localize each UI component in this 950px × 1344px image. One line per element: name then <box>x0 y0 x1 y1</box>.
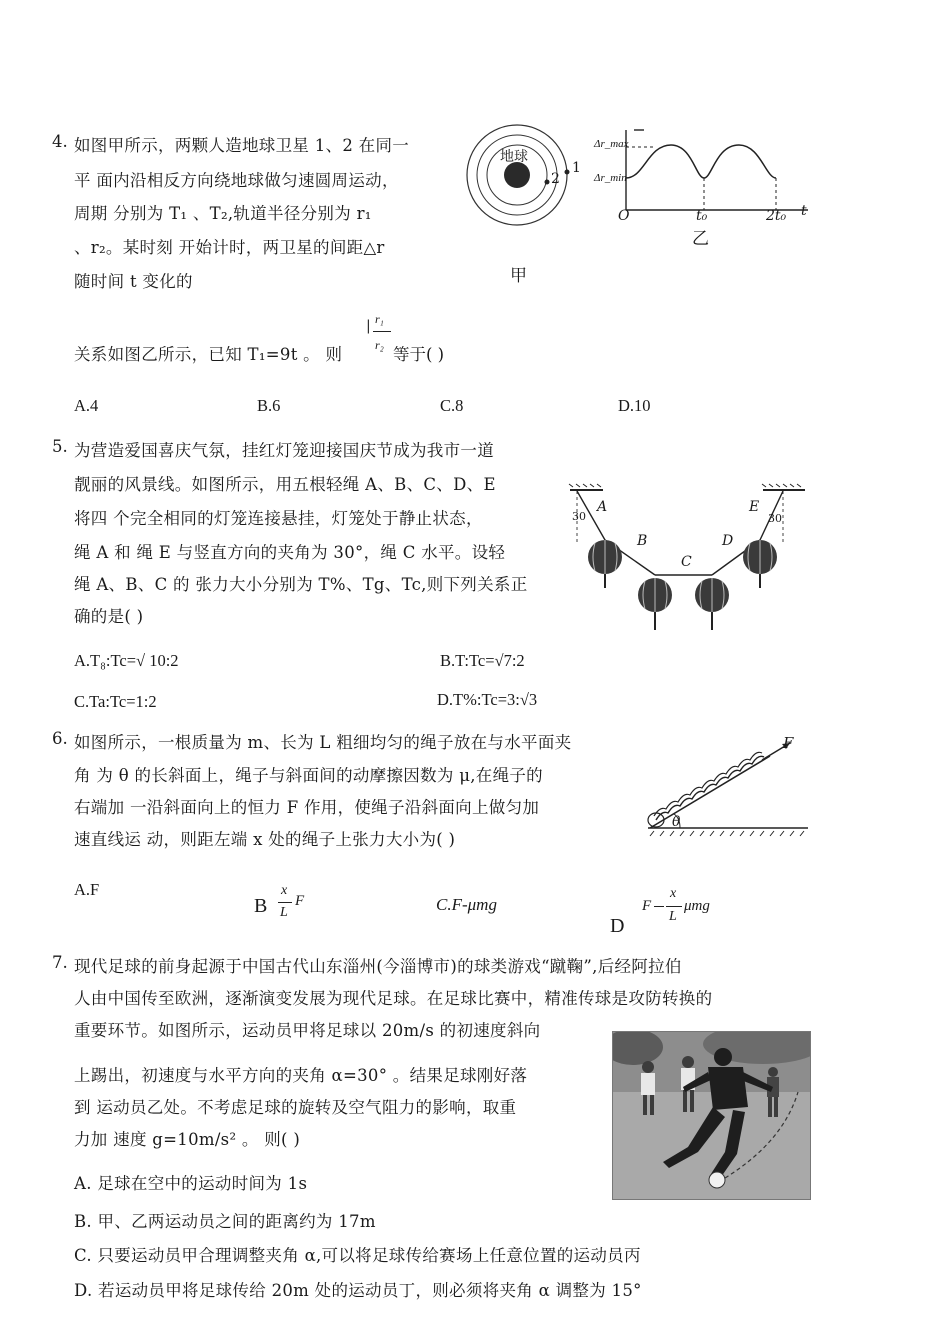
q5-label-c: C <box>681 554 692 570</box>
q4-line-1: 如图甲所示，两颗人造地球卫星 1、2 在同一 <box>74 136 410 155</box>
q6-line-1: 如图所示，一根质量为 m、长为 L 粗细均匀的绳子放在与水平面夹 <box>74 733 572 752</box>
q4-y-min-label: Δr_min <box>594 172 627 184</box>
q6-option-b-bar <box>278 902 292 903</box>
q6-option-d-tail: μmg <box>684 898 710 914</box>
q6-option-c: C.F-μmg <box>436 895 497 914</box>
q5-option-c: C.Ta:Tc=1:2 <box>74 692 157 711</box>
q5-number: 5. <box>52 437 68 456</box>
q6-option-d-letter: D <box>610 915 625 937</box>
q7-option-a: A. 足球在空中的运动时间为 1s <box>74 1174 308 1193</box>
satellite-1 <box>565 170 570 175</box>
football <box>709 1172 725 1188</box>
lantern-2 <box>638 578 672 630</box>
q4-frac-bottom: r₂ <box>375 338 384 352</box>
q7-line-2: 人由中国传至欧洲，逐渐演变发展为现代足球。在足球比赛中，精准传球是攻防转换的 <box>74 989 713 1008</box>
q4-fraction-bar-mark: | <box>366 318 371 334</box>
q6-angle-label: θ <box>672 814 681 830</box>
q5-line-2: 靓丽的风景线。如图所示，用五根轻绳 A、B、C、D、E <box>74 475 496 494</box>
q5-label-e: E <box>749 499 760 515</box>
q4-option-a: A.4 <box>74 396 99 415</box>
q5-option-b: B.T:Tc=√7:2 <box>440 651 525 670</box>
q4-2t0-label: 2t₀ <box>766 208 787 224</box>
q4-sat2-label: 2 <box>551 171 560 187</box>
q6-force-label: F <box>783 734 794 752</box>
q7-option-c: C. 只要运动员甲合理调整夹角 α,可以将足球传给赛场上任意位置的运动员丙 <box>74 1246 641 1265</box>
q4-figure-jia <box>462 122 582 232</box>
q7-line-4: 上踢出，初速度与水平方向的夹角 α=30° 。结果足球刚好落 <box>74 1066 528 1085</box>
q7-football-photo <box>612 1031 811 1200</box>
q6-option-d-pre: F <box>642 898 652 914</box>
q5-option-a: A.T₈:Tc=√ 10:2 <box>74 651 179 670</box>
q5-label-b: B <box>637 533 648 549</box>
q5-angle-right: 30 <box>768 512 782 525</box>
q4-origin-label: O <box>618 208 630 224</box>
q7-line-3: 重要环节。如图所示，运动员甲将足球以 20m/s 的初速度斜向 <box>74 1021 541 1040</box>
q4-t-axis-label: t <box>801 203 807 219</box>
q5-label-d: D <box>722 533 734 549</box>
q7-line-1: 现代足球的前身起源于中国古代山东淄州(今淄博市)的球类游戏“蹴鞠”,后经阿拉伯 <box>74 957 682 976</box>
q4-option-b: B.6 <box>257 396 281 415</box>
q4-last-line: 关系如图乙所示，已知 T₁=9t 。 则 <box>74 345 343 364</box>
q5-option-d: D.T%:Tc=3:√3 <box>437 690 538 709</box>
q7-line-6: 力加 速度 g=10m/s² 。 则( ) <box>74 1130 301 1149</box>
q6-option-b-letter: B <box>254 895 268 917</box>
q7-option-d: D. 若运动员甲将足球传给 20m 处的运动员丁，则必须将夹角 α 调整为 15° <box>74 1281 642 1300</box>
q6-option-d-den: L <box>669 909 677 924</box>
q6-option-d-bar <box>666 906 682 907</box>
q4-fig-yi-caption: 乙 <box>692 229 709 249</box>
q6-option-d-minus <box>654 906 664 907</box>
q5-angle-left: 30 <box>572 510 586 523</box>
q7-option-b: B. 甲、乙两运动员之间的距离约为 17m <box>74 1212 376 1231</box>
q6-line-3: 右端加 一沿斜面向上的恒力 F 作用，使绳子沿斜面向上做匀加 <box>74 798 540 817</box>
lantern-1 <box>588 540 622 588</box>
q6-option-b-num: x <box>281 883 288 898</box>
q5-line-4: 绳 A 和 绳 E 与竖直方向的夹角为 30°，绳 C 水平。设轻 <box>74 543 506 562</box>
q4-line-4: 、r₂。某时刻 开始计时，两卫星的间距△r <box>74 238 385 257</box>
q6-option-b-den: L <box>280 905 288 920</box>
q7-line-5: 到 运动员乙处。不考虑足球的旋转及空气阻力的影响，取重 <box>74 1098 517 1117</box>
satellite-2 <box>545 180 550 185</box>
q5-line-5: 绳 A、B、C 的 张力大小分别为 T%、Tg、Tc,则下列关系正 <box>74 575 528 594</box>
q4-option-c: C.8 <box>440 396 464 415</box>
q5-line-3: 将四 个完全相同的灯笼连接悬挂，灯笼处于静止状态， <box>74 509 483 528</box>
q7-number: 7. <box>52 953 68 972</box>
q6-line-4: 速直线运 动，则距左端 x 处的绳子上张力大小为( ) <box>74 830 456 849</box>
lantern-4 <box>743 540 777 588</box>
q6-number: 6. <box>52 729 68 748</box>
q6-line-2: 角 为 θ 的长斜面上，绳子与斜面间的动摩擦因数为 μ,在绳子的 <box>74 766 543 785</box>
q4-last-line-tail: 等于( ) <box>393 345 445 364</box>
q6-option-d-num: x <box>670 886 677 901</box>
lantern-3 <box>695 578 729 630</box>
q4-frac-top: r₁ <box>375 312 384 326</box>
q4-line-2: 平 面内沿相反方向绕地球做匀速圆周运动， <box>74 171 399 190</box>
q5-line-6: 确的是( ) <box>74 607 144 626</box>
q4-t0-label: t₀ <box>696 208 708 224</box>
q5-label-a: A <box>597 499 608 515</box>
q4-y-max-label: Δr_max <box>594 138 629 150</box>
q5-line-1: 为营造爱国喜庆气氛，挂红灯笼迎接国庆节成为我市一道 <box>74 441 494 460</box>
rope <box>656 756 764 820</box>
q6-option-b-tail: F <box>295 893 305 909</box>
q4-line-3: 周期 分别为 T₁ 、T₂,轨道半径分别为 r₁ <box>74 204 372 223</box>
q4-line-5: 随时间 t 变化的 <box>74 272 193 291</box>
q6-option-a: A.F <box>74 880 100 899</box>
q4-option-d: D.10 <box>618 396 651 415</box>
q4-sat1-label: 1 <box>572 160 581 176</box>
q4-frac-line <box>373 331 391 332</box>
incline <box>650 756 770 828</box>
delta-r-curve <box>626 145 776 178</box>
q4-number: 4. <box>52 132 68 151</box>
q4-earth-label: 地球 <box>500 149 528 165</box>
q4-fig-jia-caption: 甲 <box>510 266 527 286</box>
